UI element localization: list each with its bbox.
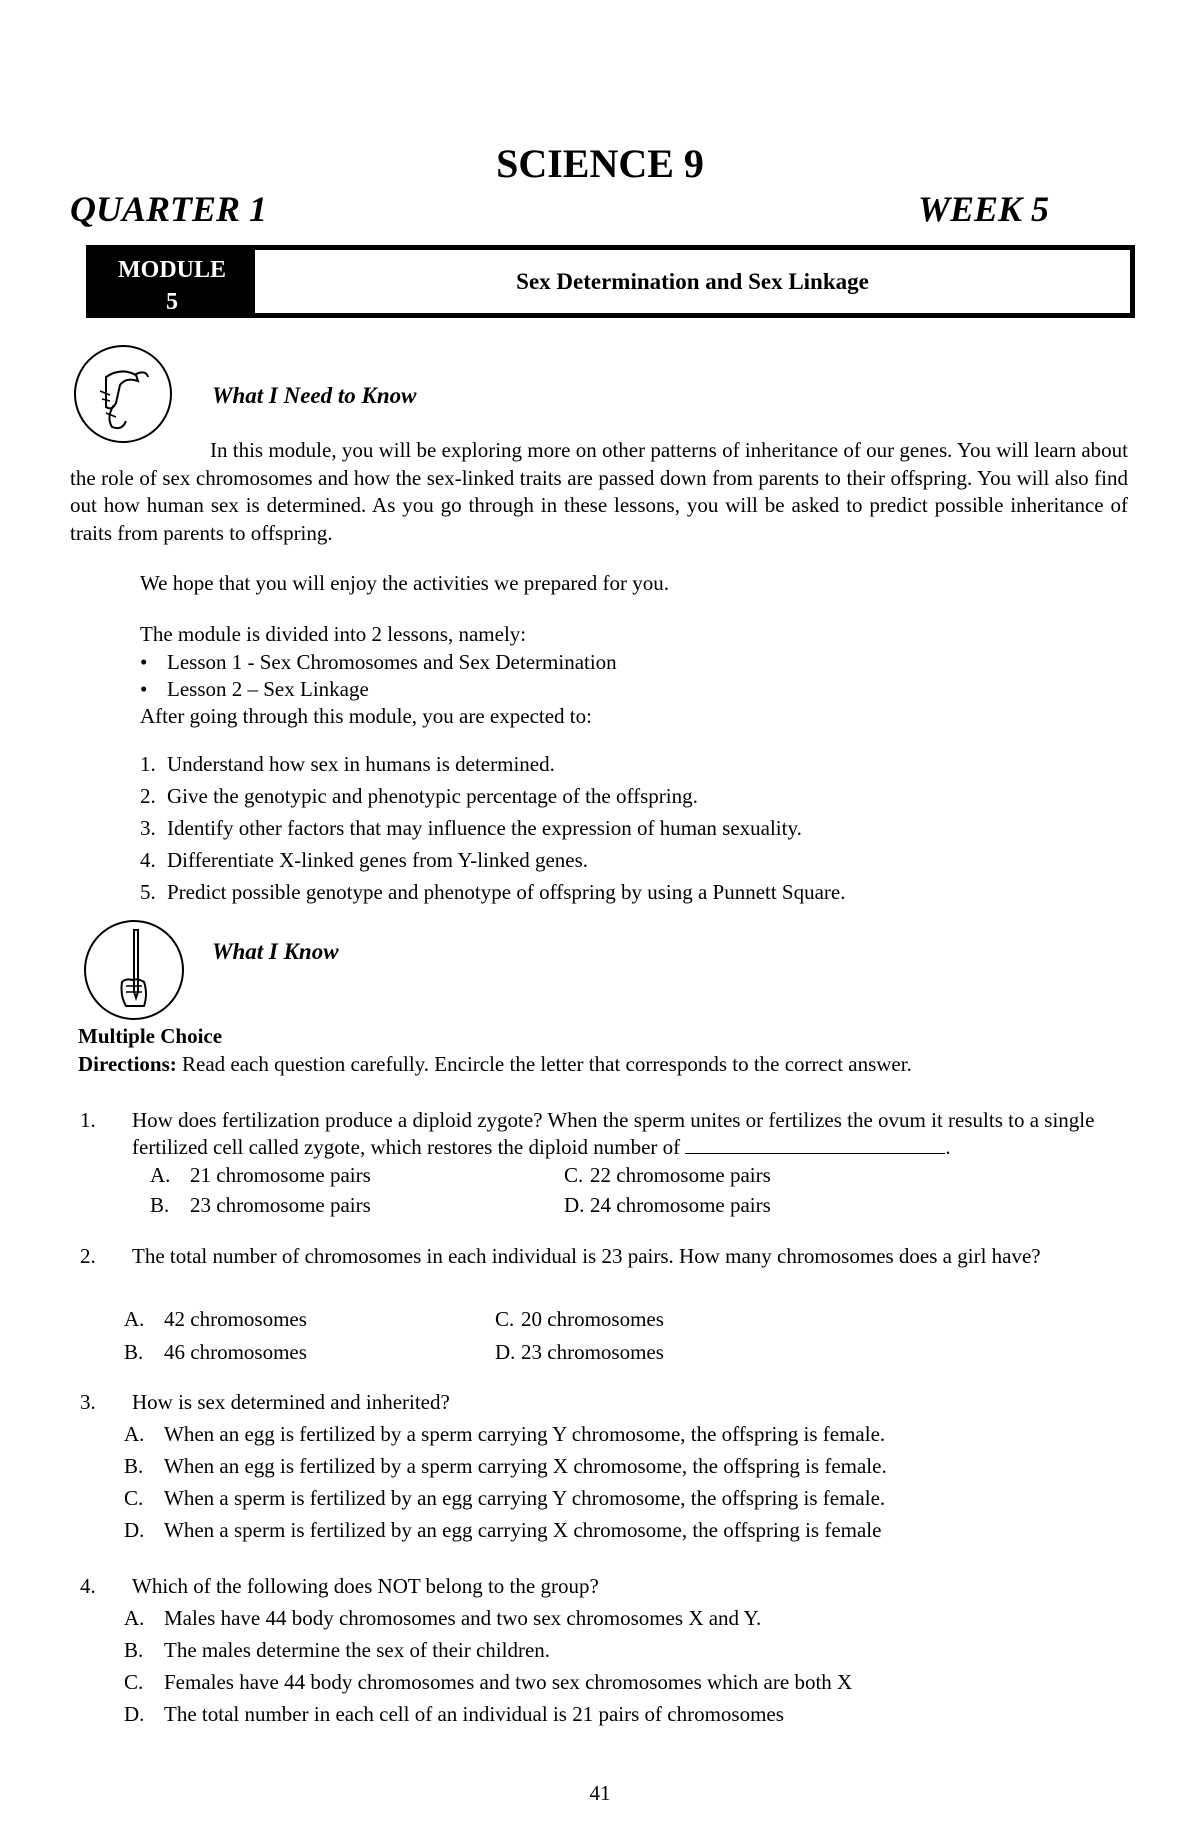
expected-text: After going through this module, you are expected to: xyxy=(140,704,592,728)
option-b[interactable]: B. 46 chromosomes xyxy=(124,1340,307,1364)
divided-text: The module is divided into 2 lessons, namely: xyxy=(140,622,527,646)
list-item: • Lesson 1 - Sex Chromosomes and Sex Determination xyxy=(140,649,617,676)
question-3: 3. How is sex determined and inherited? A. When an egg is fertilized by a sperm carrying Y chromosome, the offspring is female. B. When an egg is fertilized by a sperm carrying X chromosome, the offspring is female. C. When a sperm is fertilized by an egg carrying Y chromosome, the offspring is female. D. When a sperm is fertilized by an egg carrying X chromosome, the offspring is female xyxy=(80,1390,887,1542)
option-b[interactable]: B. 23 chromosome pairs xyxy=(150,1193,371,1217)
list-item: • Lesson 2 – Sex Linkage xyxy=(140,676,617,703)
module-title: Sex Determination and Sex Linkage xyxy=(253,250,1130,313)
option-c[interactable]: C. 22 chromosome pairs xyxy=(564,1163,771,1187)
objectives-list xyxy=(140,748,846,908)
question-4: 4. Which of the following does NOT belong to the group? A. Males have 44 body chromosomes and two sex chromosomes X and Y. B. The males determine the sex of their children. C. Females have 44 body chromosomes and two sex chromosomes which are both X D. The total number in each cell of an individual is 21 pairs of chromosomes xyxy=(80,1574,853,1726)
list-item: 5. Predict possible genotype and phenotype of offspring by using a Punnett Square. xyxy=(140,880,846,904)
page-number: 41 xyxy=(589,1781,611,1805)
answer-blank[interactable] xyxy=(685,1135,945,1154)
option-d[interactable]: D. When a sperm is fertilized by an egg carrying X chromosome, the offspring is female xyxy=(124,1518,882,1542)
option-d[interactable]: D. The total number in each cell of an individual is 21 pairs of chromosomes xyxy=(124,1702,784,1726)
module-banner xyxy=(86,245,1135,318)
option-a[interactable]: A. Males have 44 body chromosomes and two sex chromosomes X and Y. xyxy=(124,1606,762,1630)
option-b[interactable]: B. When an egg is fertilized by a sperm carrying X chromosome, the offspring is female. xyxy=(124,1454,887,1478)
what-i-know-heading: What I Know xyxy=(212,939,339,964)
hand-pointing-icon xyxy=(74,345,172,443)
page-title: SCIENCE 9 xyxy=(496,141,704,186)
module-number-label: MODULE 5 xyxy=(91,250,253,313)
option-a[interactable]: A. 21 chromosome pairs xyxy=(150,1163,371,1187)
directions: Directions: Read each question carefully. Encircle the letter that corresponds to the correct answer. xyxy=(78,1052,912,1076)
hope-text: We hope that you will enjoy the activities we prepared for you. xyxy=(140,571,669,595)
option-a[interactable]: A. 42 chromosomes xyxy=(124,1307,307,1331)
lesson-list xyxy=(140,649,617,703)
option-c[interactable]: C. 20 chromosomes xyxy=(495,1307,664,1331)
need-to-know-heading: What I Need to Know xyxy=(212,383,417,408)
intro-paragraph: In this module, you will be exploring more on other patterns of inheritance of our genes. You will learn about the role of sex chromosomes and how the sex-linked traits are passed down from parents to their offspring. You will also find out how human sex is determined. As you go through in these lessons, you will be asked to predict possible inheritance of traits from parents to offspring. xyxy=(70,438,1128,545)
week-label: WEEK 5 xyxy=(918,189,1050,229)
quarter-label: QUARTER 1 xyxy=(70,189,268,229)
pencil-hand-icon xyxy=(84,920,184,1020)
multiple-choice-label: Multiple Choice xyxy=(78,1024,223,1048)
option-a[interactable]: A. When an egg is fertilized by a sperm carrying Y chromosome, the offspring is female. xyxy=(124,1422,886,1446)
option-c[interactable]: C. Females have 44 body chromosomes and two sex chromosomes which are both X xyxy=(124,1670,853,1694)
list-item: 2. Give the genotypic and phenotypic percentage of the offspring. xyxy=(140,784,698,808)
list-item: 4. Differentiate X-linked genes from Y-linked genes. xyxy=(140,848,589,872)
option-b[interactable]: B. The males determine the sex of their children. xyxy=(124,1638,551,1662)
option-d[interactable]: D. 23 chromosomes xyxy=(495,1340,664,1364)
option-c[interactable]: C. When a sperm is fertilized by an egg carrying Y chromosome, the offspring is female. xyxy=(124,1486,886,1510)
list-item: 3. Identify other factors that may influence the expression of human sexuality. xyxy=(140,816,802,840)
option-d[interactable]: D. 24 chromosome pairs xyxy=(564,1193,771,1217)
question-1: 1. How does fertilization produce a diploid zygote? When the sperm unites or fertilizes the ovum it results to a single fertilized cell called zygote, which restores the diploid number of . A. 21 chromosome pairs C. 22 chromosome pairs B. 23 chromosome pairs D. 24 chromosome pairs xyxy=(80,1108,1095,1217)
list-item: 1. Understand how sex in humans is determined. xyxy=(140,752,555,776)
question-2: 2. The total number of chromosomes in each individual is 23 pairs. How many chromosomes does a girl have? A. 42 chromosomes C. 20 chromosomes B. 46 chromosomes D. 23 chromosomes xyxy=(80,1244,1041,1364)
